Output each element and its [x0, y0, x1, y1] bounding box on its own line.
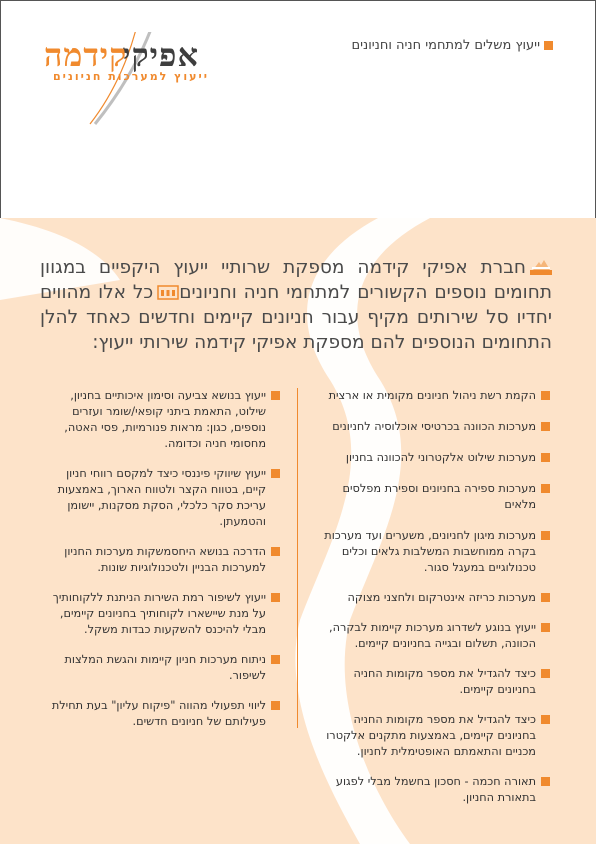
logo-tagline: ייעוץ למערכות חניונים: [52, 70, 209, 83]
list-item: [40, 466, 280, 530]
bullet-square-icon: [541, 484, 550, 493]
bullet-square-icon: [541, 422, 550, 431]
list-item-text: תאורה חכמה - חסכון בחשמל מבלי לפגוע בתאורת החניון.: [335, 775, 536, 804]
list-item-text: הקמת רשת ניהול חניונים מקומית או ארצית: [328, 389, 536, 402]
list-item-text: ייעוץ בנושא צביעה וסימון איכותיים בחניון, שילוט, התאמת ביתני קופאי/שומר ועזרים נוספים, כגון: מראות פנורמיות, פסי האטה, מחסומי חניה וכדומה.: [64, 389, 266, 450]
list-item: [40, 590, 280, 638]
bullet-square-icon: [271, 469, 280, 478]
bullet-square-icon: [541, 715, 550, 724]
bullet-square-icon: [271, 547, 280, 556]
bullet-square-icon: [541, 531, 550, 540]
bullet-square-icon: [541, 453, 550, 462]
top-tagline-text: ייעוץ משלים למתחמי חניה וחניונים: [351, 38, 540, 53]
list-item-text: ייעוץ לשיפור רמת השירות הניתנת ללקוחותיך על מנת שיישארו לקוחותיך בחניונים קיימים, מבלי להיכנס להשקעות כבדות משקל.: [52, 591, 266, 636]
bullet-square-icon: [271, 655, 280, 664]
list-item-text: כיצד להגדיל את מספר מקומות החניה בחניונים קיימים, באמצעות מתקנים אלקטרו מכניים והתאמתם האופטימלית לחניון.: [326, 713, 536, 758]
logo-word-orange: קידמה: [44, 36, 128, 74]
list-item-text: כיצד להגדיל את מספר מקומות החניה בחניונים קיימים.: [353, 667, 536, 696]
list-item: [322, 590, 550, 606]
list-item: [322, 419, 550, 435]
list-item: [322, 450, 550, 466]
list-item: [40, 652, 280, 684]
list-item: [40, 698, 280, 730]
list-item-text: ייעוץ שיווקי פיננסי כיצד למקסם רווחי חניון קיים, בטווח הקצר ולטווח הארוך, באמצעות עריכת סקר כלכלי, הסקת מסקנות, יישומן והטמעתן.: [57, 467, 266, 528]
list-item-text: מערכות מיגון לחניונים, משערים ועד מערכות בקרה ממוחשבות המשלבות גלאים וכלים טכנולוגיים במעגל סגור.: [324, 529, 536, 574]
bullet-square-icon: [271, 391, 280, 400]
intro-text-1: חברת אפיקי קידמה מספקת שרותיי ייעוץ היקפיים במגוון תחומים נוספים הקשורים למתחמי חניה וחניונים: [40, 257, 552, 303]
list-item-text: מערכות כריזה אינטרקום ולחצני מצוקה: [347, 591, 536, 604]
bullet-square-icon: [271, 701, 280, 710]
list-item: [322, 528, 550, 576]
bullet-square-icon: [541, 777, 550, 786]
road-icon: [530, 259, 552, 275]
intro-text-2: כל אלו מהווים יחדיו סל שירותים מקיף עבור חניונים קיימים וחדשים כאחד להלן התחומים הנוספים להם מספקת אפיקי קידמה שירותי ייעוץ:: [40, 282, 552, 353]
list-item-text: ליווי תפעולי מהווה "פיקוח עליון" בעת תחילת פעילותם של חניונים חדשים.: [51, 699, 266, 728]
list-item: [40, 544, 280, 576]
bullet-square-icon: [541, 669, 550, 678]
list-item-text: ניתוח מערכות חניון קיימות והגשת המלצות לשיפור.: [64, 653, 266, 682]
list-item: [322, 774, 550, 806]
logo-word-dark: אפיקי: [122, 36, 199, 74]
list-item-text: הדרכה בנושא היחסמשקות מערכות החניון למערכות הבניין ולטכנולוגיות שונות.: [64, 545, 266, 574]
company-logo: [40, 32, 215, 122]
list-item: [322, 388, 550, 404]
list-item-text: מערכות הכוונה בכרטיסי אוכלוסיה לחניונים: [332, 420, 536, 433]
services-column-left: [40, 388, 280, 730]
intro-paragraph: [40, 255, 552, 355]
bullet-square-icon: [541, 623, 550, 632]
column-divider: [297, 388, 298, 728]
list-item-text: ייעוץ בנוגע לשדרוג מערכות קיימות לבקרה, הכוונה, תשלום ובגייה בחניונים קיימים.: [329, 621, 536, 650]
bullet-square-icon: [541, 593, 550, 602]
services-column-right: [322, 388, 550, 806]
list-item: [322, 712, 550, 760]
list-item-text: מערכות ספירה בחניונים וספירת מפלסים מלאים: [342, 482, 536, 511]
list-item: [322, 620, 550, 652]
list-item-text: מערכות שילוט אלקטרוני להכוונה בחניון: [345, 451, 536, 464]
bullet-square-icon: [541, 391, 550, 400]
bullet-square-icon: [544, 41, 553, 50]
list-item: [322, 481, 550, 513]
list-item: [40, 388, 280, 452]
list-item: [322, 666, 550, 698]
top-tagline: [351, 38, 553, 53]
bullet-square-icon: [271, 593, 280, 602]
parking-lot-icon: [157, 284, 179, 300]
